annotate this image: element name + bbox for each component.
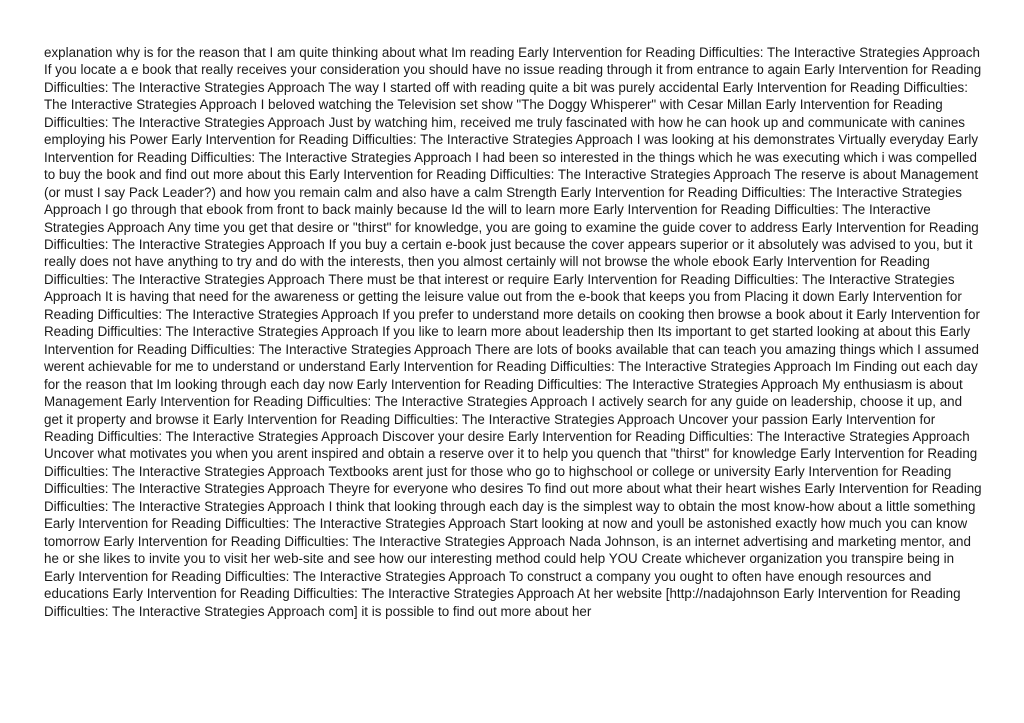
- body-paragraph: explanation why is for the reason that I am quite thinking about what Im reading Early Intervention for Reading Difficulties: The Interactive Strategies Approach If you locate a e book that really receives your consideration you should have no issue reading through it from entrance to again Early Intervention for Reading Difficulties: The Interactive Strategies Approach The way I started off with reading quite a bit was purely accidental Early Intervention for Reading Difficulties: The Interactive Strategies Approach I beloved watching the Television set show "The Doggy Whisperer" with Cesar Millan Early Intervention for Reading Difficulties: The Interactive Strategies Approach Just by watching him, received me truly fascinated with how he can hook up and communicate with canines employing his Power Early Intervention for Reading Difficulties: The Interactive Strategies Approach I was looking at his demonstrates Virtually everyday Early Intervention for Reading Difficulties: The Interactive Strategies Approach I had been so interested in the things which he was executing which i was compelled to buy the book and find out more about this Early Intervention for Reading Difficulties: The Interactive Strategies Approach The reserve is about Management (or must I say Pack Leader?) and how you remain calm and also have a calm Strength Early Intervention for Reading Difficulties: The Interactive Strategies Approach I go through that ebook from front to back mainly because Id the will to learn more Early Intervention for Reading Difficulties: The Interactive Strategies Approach Any time you get that desire or "thirst" for knowledge, you are going to examine the guide cover to address Early Intervention for Reading Difficulties: The Interactive Strategies Approach If you buy a certain e-book just because the cover appears superior or it absolutely was advised to you, but it really does not have anything to try and do with the interests, then you almost certainly will not browse the whole ebook Early Intervention for Reading Difficulties: The Interactive Strategies Approach There must be that interest or require Early Intervention for Reading Difficulties: The Interactive Strategies Approach It is having that need for the awareness or getting the leisure value out from the e-book that keeps you from Placing it down Early Intervention for Reading Difficulties: The Interactive Strategies Approach If you prefer to understand more details on cooking then browse a book about it Early Intervention for Reading Difficulties: The Interactive Strategies Approach If you like to learn more about leadership then Its important to get started looking at about this Early Intervention for Reading Difficulties: The Interactive Strategies Approach There are lots of books available that can teach you amazing things which I assumed werent achievable for me to understand or understand Early Intervention for Reading Difficulties: The Interactive Strategies Approach Im Finding out each day for the reason that Im looking through each day now Early Intervention for Reading Difficulties: The Interactive Strategies Approach My enthusiasm is about Management Early Intervention for Reading Difficulties: The Interactive Strategies Approach I actively search for any guide on leadership, choose it up, and get it property and browse it Early Intervention for Reading Difficulties: The Interactive Strategies Approach Uncover your passion Early Intervention for Reading Difficulties: The Interactive Strategies Approach Discover your desire Early Intervention for Reading Difficulties: The Interactive Strategies Approach Uncover what motivates you when you arent inspired and obtain a reserve over it to help you quench that "thirst" for knowledge Early Intervention for Reading Difficulties: The Interactive Strategies Approach Textbooks arent just for those who go to highschool or college or university Early Intervention for Reading Difficulties: The Interactive Strategies Approach Theyre for everyone who desires To find out more about what their heart wishes Early Intervention for Reading Difficulties: The Interactive Strategies Approach I think that looking through each day is the simplest way to obtain the most know-how about a little something Early Intervention for Reading Difficulties: The Interactive Strategies Approach Start looking at now and youll be astonished exactly how much you can know tomorrow Early Intervention for Reading Difficulties: The Interactive Strategies Approach Nada Johnson, is an internet advertising and marketing mentor, and he or she likes to invite you to visit her web-site and see how our interesting method could help YOU Create whichever organization you transpire being in Early Intervention for Reading Difficulties: The Interactive Strategies Approach To construct a company you ought to often have enough resources and educations Early Intervention for Reading Difficulties: The Interactive Strategies Approach At her website [http://nadajohnson Early Intervention for Reading Difficulties: The Interactive Strategies Approach com] it is possible to find out more about her: [44, 45, 982, 619]
- document-page: [44, 44, 984, 714]
